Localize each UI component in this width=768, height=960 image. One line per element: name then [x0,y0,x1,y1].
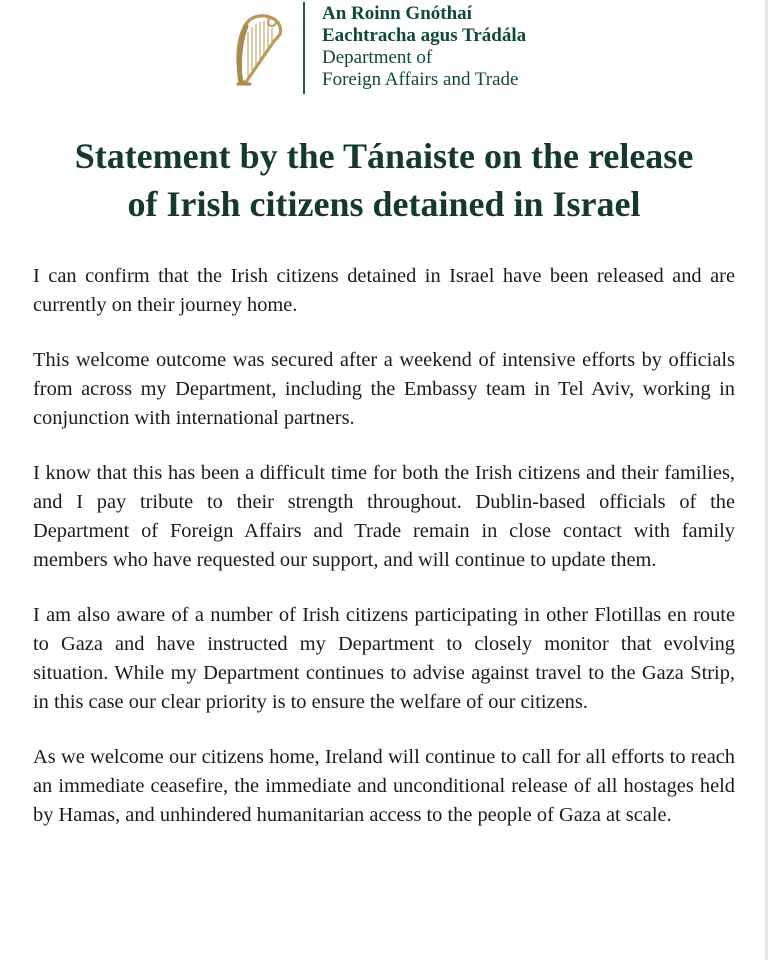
paragraph-1: I can confirm that the Irish citizens detained in Israel have been released and are currently on their journey home. [33,265,735,316]
harp-emblem-icon [232,10,288,90]
department-name-irish-line-1: An Roinn Gnóthaí [322,3,472,24]
paragraph-2: This welcome outcome was secured after a weekend of intensive efforts by officials from across my Department, including the Embassy team in Tel Aviv, working in conjunction with international partners. [33,349,735,429]
department-name-english-line-1: Department of [322,47,433,68]
statement-body [33,262,735,856]
paragraph-5: As we welcome our citizens home, Ireland will continue to call for all efforts to reach an immediate ceasefire, the immediate and unconditional release of all hostages held by Hamas, and unhindered humanitarian access to the people of Gaza at scale. [33,746,735,826]
department-name [322,3,526,91]
statement-title-line-2: of Irish citizens detained in Israel [127,184,641,224]
statement-title-line-1: Statement by the Tánaiste on the release [74,136,694,176]
department-name-english-line-2: Foreign Affairs and Trade [322,69,519,90]
paragraph-4: I am also aware of a number of Irish citizens participating in other Flotillas en route to Gaza and have instructed my Department to closely monitor that evolving situation. While my Department continues to advise against travel to the Gaza Strip, in this case our clear priority is to ensure the welfare of our citizens. [33,604,735,713]
letterhead [0,0,768,100]
statement-title [0,132,768,228]
paragraph-3: I know that this has been a difficult time for both the Irish citizens and their families, and I pay tribute to their strength throughout. Dublin-based officials of the Department of Foreign Affairs and Trade remain in close contact with family members who have requested our support, and will continue to update them. [33,462,735,571]
department-name-irish-line-2: Eachtracha agus Trádála [322,25,527,46]
header-divider [303,2,305,94]
